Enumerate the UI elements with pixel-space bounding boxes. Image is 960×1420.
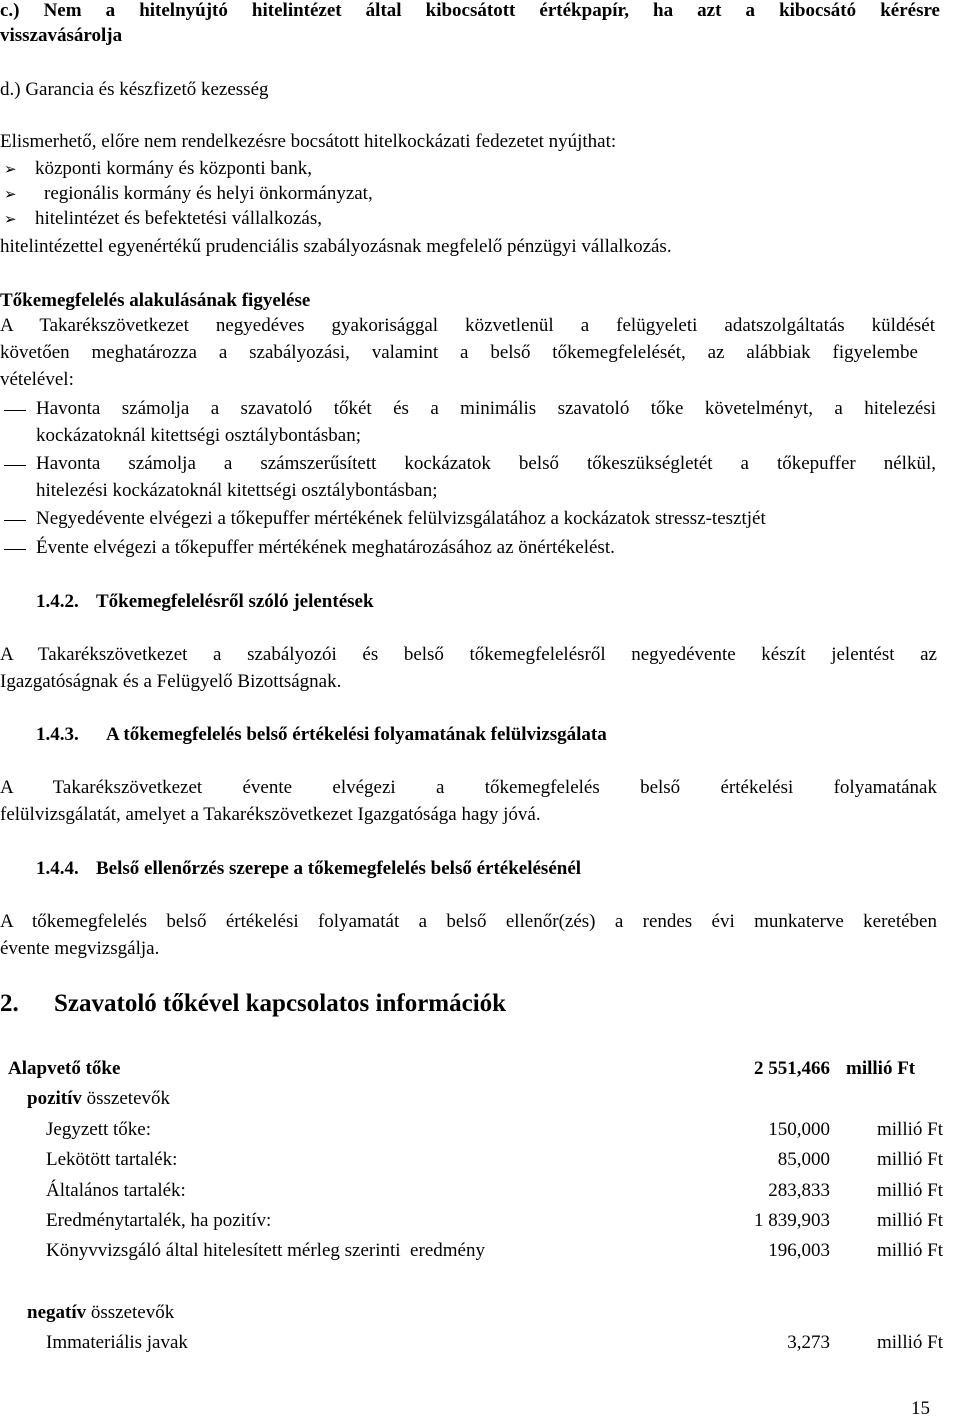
dash-bullet-icon bbox=[4, 465, 26, 466]
dash-bullet-icon bbox=[4, 549, 26, 550]
table-row-unit: millió Ft bbox=[877, 1119, 943, 1140]
table-row-value: 283,833 bbox=[768, 1180, 830, 1201]
paragraph-d-intro: Elismerhető, előre nem rendelkezésre bocsátott hitelkockázati fedezetet nyújthat: bbox=[0, 131, 617, 152]
list-item: Évente elvégezi a tőkepuffer mértékének meghatározásához az önértékelést. bbox=[36, 537, 615, 558]
section-text-line2: felülvizsgálatát, amelyet a Takarékszövetkezet Igazgatósága hagy jóvá. bbox=[0, 804, 541, 825]
table-row-value: 150,000 bbox=[768, 1119, 830, 1140]
monitoring-line3: vételével: bbox=[0, 369, 74, 390]
section-number: 1.4.4. bbox=[36, 858, 79, 879]
list-item-continuation: hitelezési kockázatoknál kitettségi osztálybontásban; bbox=[36, 480, 438, 501]
negative-rest: összetevők bbox=[86, 1302, 175, 1323]
list-item: Negyedévente elvégezi a tőkepuffer mértékének felülvizsgálatához a kockázatok stressz-tesztjét bbox=[36, 508, 766, 529]
section-number: 1.4.2. bbox=[36, 591, 79, 612]
paragraph-c-line1: c.) Nem a hitelnyújtó hitelintézet által kibocsátott értékpapír, ha azt a kibocsátó kérésre bbox=[0, 0, 940, 21]
chapter-heading: Szavatoló tőkével kapcsolatos információk bbox=[54, 990, 507, 1017]
table-row-value: 3,273 bbox=[787, 1332, 830, 1353]
table-header-value: 2 551,466 bbox=[754, 1058, 830, 1079]
table-row-unit: millió Ft bbox=[877, 1149, 943, 1170]
positive-rest: összetevők bbox=[81, 1088, 171, 1109]
positive-bold: pozitív bbox=[27, 1088, 82, 1109]
arrow-bullet-icon: ➢ bbox=[4, 187, 17, 203]
monitoring-heading: Tőkemegfelelés alakulásának figyelése bbox=[0, 290, 311, 311]
section-heading: Belső ellenőrzés szerepe a tőkemegfelelés belső értékelésénél bbox=[96, 858, 582, 879]
table-row-unit: millió Ft bbox=[877, 1210, 943, 1231]
table-row-unit: millió Ft bbox=[877, 1240, 943, 1261]
dash-bullet-icon bbox=[4, 410, 26, 411]
section-text-line1: A Takarékszövetkezet évente elvégezi a tőkemegfelelés belső értékelési folyamatának bbox=[0, 777, 937, 798]
monitoring-line2: követően meghatározza a szabályozási, valamint a belső tőkemegfelelését, az alábbiak figyelembe bbox=[0, 342, 918, 363]
monitoring-line1: A Takarékszövetkezet negyedéves gyakorisággal közvetlenül a felügyeleti adatszolgáltatás küldését bbox=[0, 315, 935, 336]
table-row-unit: millió Ft bbox=[877, 1332, 943, 1353]
list-item-continuation: kockázatoknál kitettségi osztálybontásban; bbox=[36, 425, 362, 446]
table-row-label: Könyvvizsgáló által hitelesített mérleg szerinti eredmény bbox=[46, 1240, 485, 1261]
paragraph-c-line2: visszavásárolja bbox=[0, 25, 123, 46]
table-row-value: 196,003 bbox=[768, 1240, 830, 1261]
table-row-value: 85,000 bbox=[777, 1149, 830, 1170]
section-text-line1: A Takarékszövetkezet a szabályozói és belső tőkemegfelelésről negyedévente készít jelentést az bbox=[0, 644, 937, 665]
list-item: Havonta számolja a számszerűsített kockázatok belső tőkeszükségletét a tőkepuffer nélkül, bbox=[36, 453, 936, 474]
arrow-bullet-icon: ➢ bbox=[4, 212, 17, 228]
arrow-bullet-icon: ➢ bbox=[4, 162, 17, 178]
table-row-label: Általános tartalék: bbox=[46, 1180, 186, 1201]
list-item: Havonta számolja a szavatoló tőkét és a minimális szavatoló tőke követelményt, a hitelezési bbox=[36, 398, 936, 419]
section-text-line1: A tőkemegfelelés belső értékelési folyamatát a belső ellenőr(zés) a rendes évi munkaterve keretében bbox=[0, 911, 937, 932]
bullet-item: regionális kormány és helyi önkormányzat, bbox=[44, 183, 373, 204]
table-header-label: Alapvető tőke bbox=[8, 1058, 121, 1079]
section-number: 1.4.3. bbox=[36, 724, 79, 745]
paragraph-d-title: d.) Garancia és készfizető kezesség bbox=[0, 79, 269, 100]
chapter-number: 2. bbox=[0, 990, 19, 1017]
section-text-line2: évente megvizsgálja. bbox=[0, 938, 160, 959]
section-heading: A tőkemegfelelés belső értékelési folyamatának felülvizsgálata bbox=[106, 724, 607, 745]
page-number: 15 bbox=[911, 1398, 930, 1419]
section-heading: Tőkemegfelelésről szóló jelentések bbox=[96, 591, 374, 612]
table-row-label: Eredménytartalék, ha pozitív: bbox=[46, 1210, 272, 1231]
table-row-label: Lekötött tartalék: bbox=[46, 1149, 178, 1170]
bullet-item: központi kormány és központi bank, bbox=[35, 158, 313, 179]
positive-components-label bbox=[27, 1088, 170, 1110]
table-row-label: Jegyzett tőke: bbox=[46, 1119, 151, 1140]
table-row-label: Immateriális javak bbox=[46, 1332, 188, 1353]
table-row-unit: millió Ft bbox=[877, 1180, 943, 1201]
paragraph-d-closing: hitelintézettel egyenértékű prudenciális szabályozásnak megfelelő pénzügyi vállalkozás. bbox=[0, 236, 672, 257]
table-row-value: 1 839,903 bbox=[754, 1210, 830, 1231]
bullet-item: hitelintézet és befektetési vállalkozás, bbox=[35, 208, 322, 229]
dash-bullet-icon bbox=[4, 520, 26, 521]
section-text-line2: Igazgatóságnak és a Felügyelő Bizottságnak. bbox=[0, 671, 342, 692]
table-header-unit: millió Ft bbox=[846, 1058, 916, 1079]
negative-components-label bbox=[27, 1302, 174, 1324]
negative-bold: negatív bbox=[27, 1302, 87, 1323]
